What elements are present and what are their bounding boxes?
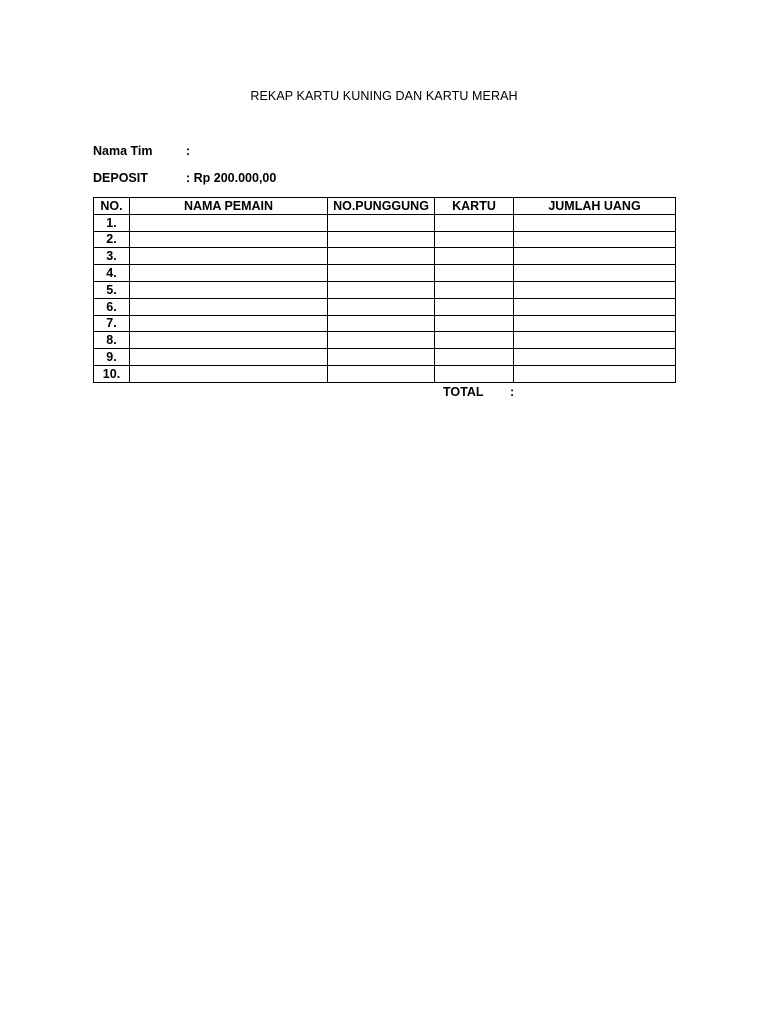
amount-cell (514, 214, 676, 231)
jersey-number-cell (328, 298, 435, 315)
card-cell (435, 365, 514, 382)
card-cell (435, 298, 514, 315)
card-cell (435, 265, 514, 282)
player-name-cell (130, 349, 328, 366)
total-row (443, 385, 514, 399)
table-row (94, 214, 676, 231)
player-name-cell (130, 248, 328, 265)
amount-cell (514, 298, 676, 315)
amount-cell (514, 231, 676, 248)
card-cell (435, 281, 514, 298)
row-number-cell: 4. (94, 265, 130, 282)
card-cell (435, 248, 514, 265)
jersey-number-cell (328, 248, 435, 265)
table-row (94, 298, 676, 315)
table-row (94, 281, 676, 298)
jersey-number-cell (328, 214, 435, 231)
player-name-cell (130, 231, 328, 248)
player-name-cell (130, 332, 328, 349)
amount-cell (514, 248, 676, 265)
deposit-label: DEPOSIT (93, 171, 148, 185)
jersey-number-cell (328, 365, 435, 382)
card-recap-table (93, 197, 676, 383)
jersey-number-cell (328, 265, 435, 282)
row-number-cell: 2. (94, 231, 130, 248)
row-number-cell: 6. (94, 298, 130, 315)
table-row (94, 231, 676, 248)
table-row (94, 265, 676, 282)
card-cell (435, 231, 514, 248)
player-name-cell (130, 315, 328, 332)
total-value: : (510, 385, 515, 399)
table-row (94, 349, 676, 366)
card-cell (435, 349, 514, 366)
amount-cell (514, 265, 676, 282)
header-player-name: NAMA PEMAIN (130, 198, 328, 215)
jersey-number-cell (328, 332, 435, 349)
jersey-number-cell (328, 315, 435, 332)
card-cell (435, 315, 514, 332)
row-number-cell: 8. (94, 332, 130, 349)
player-name-cell (130, 265, 328, 282)
table-body (94, 214, 676, 382)
jersey-number-cell (328, 231, 435, 248)
card-cell (435, 332, 514, 349)
player-name-cell (130, 365, 328, 382)
team-name-value: : (186, 144, 191, 158)
table-header-row (94, 198, 676, 215)
header-amount: JUMLAH UANG (514, 198, 676, 215)
table-row (94, 365, 676, 382)
deposit-field (93, 171, 276, 185)
total-label: TOTAL (443, 385, 484, 399)
amount-cell (514, 365, 676, 382)
deposit-value: : Rp 200.000,00 (186, 171, 277, 185)
row-number-cell: 10. (94, 365, 130, 382)
header-card: KARTU (435, 198, 514, 215)
amount-cell (514, 315, 676, 332)
team-name-field (93, 144, 190, 158)
player-name-cell (130, 298, 328, 315)
amount-cell (514, 281, 676, 298)
row-number-cell: 3. (94, 248, 130, 265)
header-jersey-number: NO.PUNGGUNG (328, 198, 435, 215)
table-row (94, 315, 676, 332)
table-row (94, 248, 676, 265)
row-number-cell: 5. (94, 281, 130, 298)
amount-cell (514, 349, 676, 366)
row-number-cell: 1. (94, 214, 130, 231)
header-no: NO. (94, 198, 130, 215)
player-name-cell (130, 214, 328, 231)
jersey-number-cell (328, 349, 435, 366)
card-cell (435, 214, 514, 231)
row-number-cell: 9. (94, 349, 130, 366)
team-name-label: Nama Tim (93, 144, 153, 158)
document-title: REKAP KARTU KUNING DAN KARTU MERAH (250, 89, 518, 103)
table-row (94, 332, 676, 349)
player-name-cell (130, 281, 328, 298)
row-number-cell: 7. (94, 315, 130, 332)
jersey-number-cell (328, 281, 435, 298)
amount-cell (514, 332, 676, 349)
